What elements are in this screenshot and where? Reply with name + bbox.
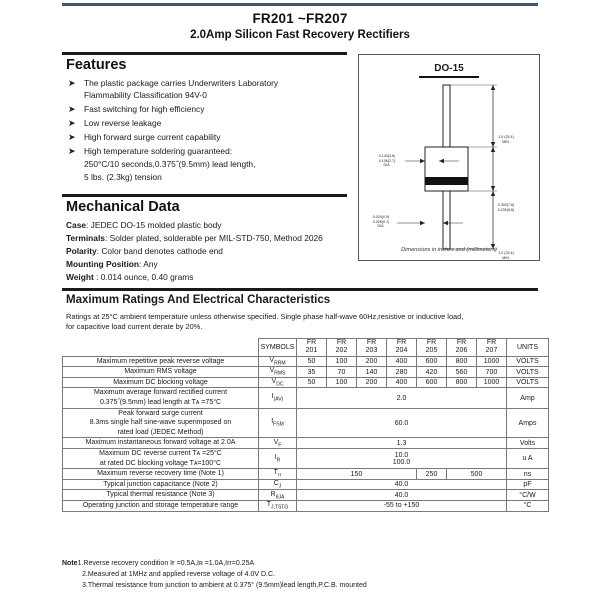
list-item	[66, 117, 347, 130]
row-value: 280	[387, 367, 417, 378]
mechanical-label: Polarity	[66, 245, 97, 256]
row-desc: Maximum repetitive peak reverse voltage	[63, 356, 259, 367]
mechanical-divider	[62, 194, 347, 197]
feature-text: High forward surge current capability	[84, 132, 221, 143]
mechanical-row	[66, 245, 347, 258]
row-value: 560	[447, 367, 477, 378]
row-desc: Maximum DC blocking voltage	[63, 377, 259, 388]
table-row	[63, 367, 549, 378]
row-value: 400	[387, 377, 417, 388]
mechanical-label: Terminals	[66, 232, 105, 243]
footnote-label: Note	[62, 560, 78, 567]
row-symbol: $T_{rr}$	[259, 469, 297, 480]
ratings-section	[62, 288, 538, 512]
mechanical-value: : Solder plated, solderable per MIL-STD-750, Method 2026	[104, 232, 323, 243]
header-part-fr202: FR 202	[327, 338, 357, 356]
row-value: 600	[417, 356, 447, 367]
row-units: pF	[507, 479, 549, 490]
mechanical-value: : Color band denotes cathode end	[96, 245, 223, 256]
header-part-fr207: FR 207	[477, 338, 507, 356]
row-symbol: $V_F$	[259, 438, 297, 449]
features-list	[66, 77, 347, 184]
mechanical-value: : Any	[139, 258, 158, 269]
bullet-arrow-icon: ➤	[68, 118, 76, 129]
package-title-underline	[419, 76, 479, 78]
row-value: 70	[327, 367, 357, 378]
feature-text: Fast switching for high efficiency	[84, 104, 205, 115]
bullet-arrow-icon: ➤	[68, 146, 76, 157]
row-units: Amps	[507, 408, 549, 438]
feature-text: Low reverse leakage	[84, 118, 162, 129]
footnotes	[62, 558, 538, 591]
page-subtitle: 2.0Amp Silicon Fast Recovery Rectifiers	[190, 29, 410, 41]
row-value: 1000	[477, 356, 507, 367]
row-desc: Maximum RMS voltage	[63, 367, 259, 378]
table-row	[63, 408, 549, 438]
features-divider	[62, 52, 347, 55]
bullet-arrow-icon: ➤	[68, 104, 76, 115]
row-value-span: 2.0	[297, 388, 507, 408]
row-value-span: 10.0 100.0	[297, 449, 507, 469]
mechanical-row	[66, 219, 347, 232]
feature-text: High temperature soldering guaranteed:	[84, 146, 233, 157]
row-value: 1000	[477, 377, 507, 388]
row-desc: Operating junction and storage temperature range	[63, 501, 259, 512]
features-heading: Features	[66, 56, 127, 73]
footnote-3: 3.Thermal resistance from junction to ambient at 0.375° (9.5mm)lead length,P.C.B. mounted	[82, 582, 367, 589]
table-row	[63, 449, 549, 469]
row-symbol: $I_R$	[259, 449, 297, 469]
table-row	[63, 377, 549, 388]
row-units: VOLTS	[507, 356, 549, 367]
list-item	[66, 77, 347, 102]
mechanical-row	[66, 258, 347, 271]
row-value-span: 40.0	[297, 490, 507, 501]
row-value: 700	[477, 367, 507, 378]
row-desc: Maximum reverse recovery time (Note 1)	[63, 469, 259, 480]
row-value-span: 1.3	[297, 438, 507, 449]
row-value: 100	[327, 377, 357, 388]
table-row	[63, 490, 549, 501]
table-row	[63, 501, 549, 512]
row-value-span: -55 to +150	[297, 501, 507, 512]
row-units: Amp	[507, 388, 549, 408]
list-item	[66, 131, 347, 144]
header-part-fr206: FR 206	[447, 338, 477, 356]
dimension-body-diameter: 0.140(3.6) 0.106(2.7) DIA.	[378, 154, 396, 168]
row-value-span: 40.0	[297, 479, 507, 490]
row-value-span: 60.0	[297, 408, 507, 438]
top-rule	[62, 3, 538, 6]
table-row	[63, 469, 549, 480]
list-item	[66, 145, 347, 183]
package-title: DO-15	[434, 63, 464, 74]
mechanical-value: : 0.014 ounce, 0.40 grams	[93, 271, 194, 282]
row-units: u A	[507, 449, 549, 469]
row-value: 50	[297, 377, 327, 388]
row-symbol: $V_{DC}$	[259, 377, 297, 388]
ratings-conditions-line1: Ratings at 25°C ambient temperature unless otherwise specified. Single phase half-wave 60Hz,resistive or inductive load,	[66, 311, 464, 321]
mechanical-value: : JEDEC DO-15 molded plastic body	[86, 219, 222, 230]
mechanical-label: Case	[66, 219, 87, 230]
ratings-divider	[62, 288, 538, 291]
mechanical-heading: Mechanical Data	[66, 198, 180, 215]
page-title: FR201 ~FR207	[252, 11, 348, 26]
row-value: 140	[357, 367, 387, 378]
row-value: 100	[327, 356, 357, 367]
row-symbol: $I_{(AV)}$	[259, 388, 297, 408]
feature-text: The plastic package carries Underwriters Laboratory	[84, 77, 279, 88]
row-units: VOLTS	[507, 367, 549, 378]
dimension-lead-length-bottom: 1.0 (25.4) MIN.	[498, 251, 514, 260]
row-units: ns	[507, 469, 549, 480]
header-part-fr204: FR 204	[387, 338, 417, 356]
feature-text-cont2: 5 lbs. (2.3kg) tension	[84, 171, 162, 182]
header-part-fr201: FR 201	[297, 338, 327, 356]
footnote-2: 2.Measured at 1MHz and applied reverse voltage of 4.0V D.C.	[82, 571, 275, 578]
left-column	[62, 52, 347, 284]
row-value-group: 150	[297, 469, 417, 480]
row-value: 400	[387, 356, 417, 367]
mechanical-label: Mounting Position	[66, 258, 140, 269]
row-value: 200	[357, 377, 387, 388]
row-value: 800	[447, 356, 477, 367]
row-value: 50	[297, 356, 327, 367]
row-symbol: $I_{FSM}$	[259, 408, 297, 438]
ratings-table	[62, 338, 549, 512]
ratings-conditions-line2: for capacitive load current derate by 20%.	[66, 321, 203, 331]
dimension-body-length: 0.300(7.6) 0.230(5.8)	[497, 203, 515, 212]
header-units: UNITS	[507, 338, 549, 356]
footnote-1-text: 1.Reverse recovery condition Iғ =0.5A,Iʀ =1.0A,Irr=0.25A	[77, 560, 255, 567]
row-value-group: 250	[417, 469, 447, 480]
mechanical-row	[66, 271, 347, 284]
header-part-fr203: FR 203	[357, 338, 387, 356]
list-item	[66, 103, 347, 116]
table-header-row	[63, 338, 549, 356]
mechanical-label: Weight	[66, 271, 94, 282]
package-diagram-box	[358, 54, 540, 261]
ratings-heading: Maximum Ratings And Electrical Characteristics	[66, 293, 331, 306]
row-value: 200	[357, 356, 387, 367]
row-desc: Peak forward surge current 8.3ms single half sine-wave superimposed on rated load (JEDEC Method)	[63, 408, 259, 438]
package-caption: Dimensions in inches and (millimeters)	[401, 247, 497, 253]
row-units: Volts	[507, 438, 549, 449]
row-desc: Maximum DC reverse current Tᴀ =25°C at rated DC blocking voltage Tᴀ=100°C	[63, 449, 259, 469]
title-block	[0, 11, 600, 41]
table-row	[63, 438, 549, 449]
table-row	[63, 356, 549, 367]
header-blank-cell	[63, 338, 259, 356]
row-desc: Typical thermal resistance (Note 3)	[63, 490, 259, 501]
mechanical-data-section	[62, 194, 347, 284]
row-value: 600	[417, 377, 447, 388]
header-part-fr205: FR 205	[417, 338, 447, 356]
row-symbol: $V_{RMS}$	[259, 367, 297, 378]
row-desc: Maximum average forward rectified current 0.375˝(9.5mm) lead length at Tᴀ =75°C	[63, 388, 259, 408]
row-symbol: $R_{\theta JA}$	[259, 490, 297, 501]
dimension-lead-length-top: 1.0 (25.4) MIN.	[498, 135, 514, 144]
table-row	[63, 479, 549, 490]
row-units: VOLTS	[507, 377, 549, 388]
footnote-1	[62, 558, 538, 569]
bullet-arrow-icon: ➤	[68, 132, 76, 143]
header-symbols: SYMBOLS	[259, 338, 297, 356]
feature-text-cont: 250°C/10 seconds,0.375˝(9.5mm) lead length,	[84, 159, 256, 170]
dimension-lead-diameter: 0.034(0.9) 0.028(0.7) DIA.	[372, 215, 390, 229]
row-units: °C	[507, 501, 549, 512]
row-symbol: $V_{RRM}$	[259, 356, 297, 367]
row-units: °C/W	[507, 490, 549, 501]
row-symbol: $T_{J,TSTG}$	[259, 501, 297, 512]
row-symbol: $C_J$	[259, 479, 297, 490]
row-value-group: 500	[447, 469, 507, 480]
table-row	[63, 388, 549, 408]
row-desc: Typical junction capacitance (Note 2)	[63, 479, 259, 490]
row-desc: Maximum instantaneous forward voltage at 2.0A	[63, 438, 259, 449]
mechanical-row	[66, 232, 347, 245]
row-value: 800	[447, 377, 477, 388]
feature-text-cont: Flammability Classification 94V-0	[84, 90, 207, 101]
row-value: 420	[417, 367, 447, 378]
row-value: 35	[297, 367, 327, 378]
ratings-conditions	[66, 312, 538, 332]
bullet-arrow-icon: ➤	[68, 77, 76, 88]
